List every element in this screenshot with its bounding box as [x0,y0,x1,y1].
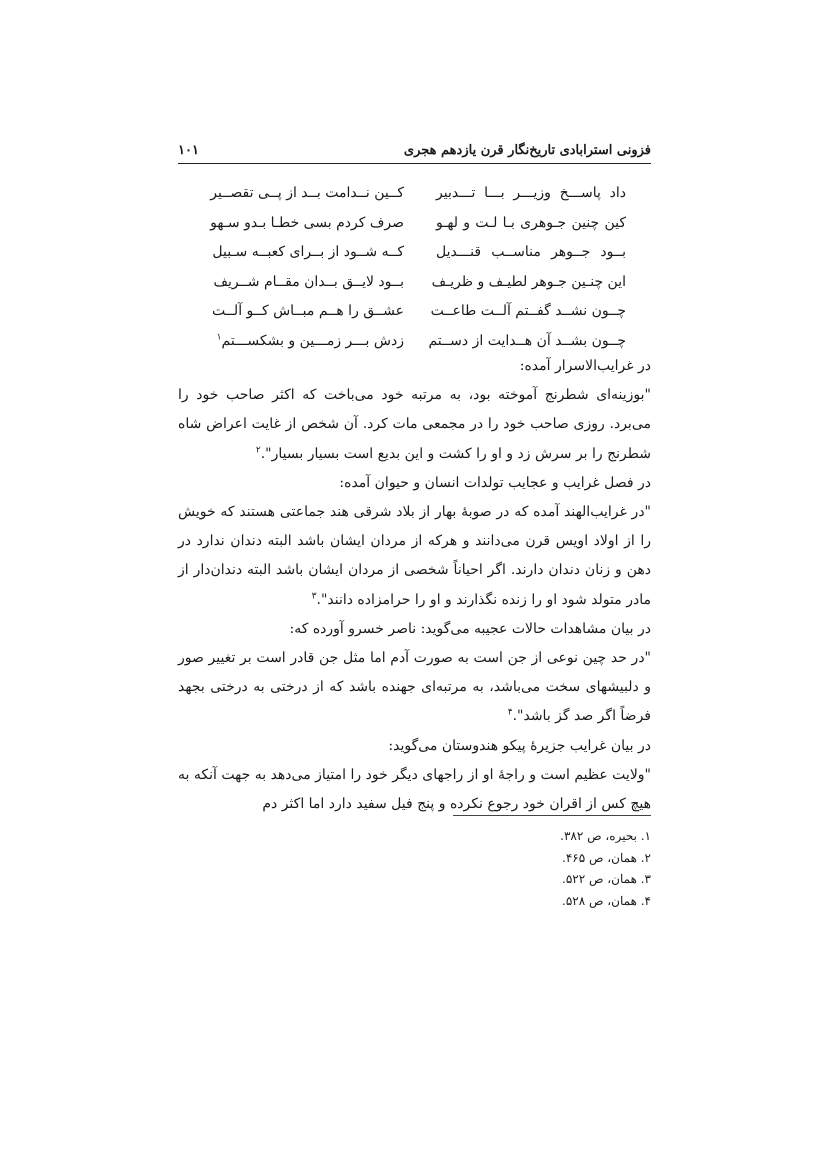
section-intro: در فصل غرایب و عجایب تولدات انسان و حیوان آمده: [339,474,651,491]
verse-text: زدش بـــر زمـــین و بشکســـتم [221,332,404,349]
footnote-divider [453,815,651,816]
verse-hemistich-left: کــه شــود از بــرای کعبــه سـبیل [212,244,404,260]
quoted-paragraph [178,644,651,732]
verse-row [210,185,626,215]
verse-hemistich-left [216,331,404,349]
quoted-paragraph [178,381,651,469]
footnote-item: ۴. همان، ص ۵۲۸. [562,893,651,908]
verse-hemistich-left: کــین نــدامت بــد از پــی تقصــیر [210,185,404,201]
verse-row [213,273,626,304]
verse-row [210,214,626,245]
verse-hemistich-left: بــود لایــق بــدان مقــام شــریف [213,273,404,290]
verse-hemistich-right: بــود جــوهر مناســب قنـــدیل [436,244,626,260]
quoted-paragraph [178,498,651,615]
verse-hemistich-left: صرف کردم بسی خطـا بـدو سـهو [210,214,404,231]
verse-hemistich-right: این چنـین جـوهر لطیـف و ظریـف [431,273,626,290]
footnotes [453,826,651,912]
verse-row [211,303,626,333]
running-header [178,141,651,164]
running-title: فزونی استرابادی تاریخ‌نگار قرن یازدهم هجری [403,143,651,158]
footnote-ref: ۴ [507,707,513,718]
footnote-item: ۳. همان، ص ۵۲۲. [562,872,651,886]
verse-hemistich-right: کین چنین جـوهری بـا لـت و لهـو [436,214,626,231]
section-intro: در بیان مشاهدات حالات عجیبه می‌گوید: ناصر خسرو آورده که: [289,620,651,637]
footnote-ref: ۳ [311,590,317,601]
paragraph-text: "در غرایب‌الهند آمده که در صوبهٔ بهار از بلاد شرقی هند جماعتی هستند که خویش را از اولاد اویس قرن می‌دانند و هرکه از مردان ایشان باشد البته دندان ندارد در دهن و زنان دندان دارند. اگر احیاناً شخصی از مردان ایشان باشد البته دندان‌دار از مادر متولد شود او را زنده نگذارند و او را حرامزاده دانند". [178,504,651,608]
footnote-ref: ۱ [216,331,222,342]
footnote-item: ۲. همان، ص ۴۶۵. [562,850,651,865]
footnote-item: ۱. بحیره، ص ۳۸۲. [560,829,651,843]
verse-hemistich-left: عشــق را هــم مبــاش کــو آلــت [211,303,404,319]
quoted-paragraph: "ولایت عظیم است و راجهٔ او از راجهای دیگر خود را امتیاز می‌دهد به جهت آنکه به هیچ کس از اقران خود رجوع نکرده و پنج فیل سفید دارد اما اکثر دم [178,766,651,813]
section-intro: در غرایب‌الاسرار آمده: [519,358,651,374]
footnote-ref: ۲ [255,444,261,455]
body-text [178,352,651,819]
verse-hemistich-right: داد پاســـخ وزیـــر بـــا تـــدبیر [436,185,626,201]
page-number: ۱۰۱ [178,143,199,158]
verse-hemistich-right: چــون بشــد آن هــدایت از دســتم [428,332,626,349]
poem-verses [210,185,626,362]
paragraph-text: "بوزینه‌ای شطرنج آموخته بود، به مرتبه خود می‌باخت که اکثر صاحب خود را می‌برد. روزی صاحب خود را در مجمعی مات کرد. آن شخص از غایت اعراض شاه شطرنج را بر سرش زد و او را کشت و این بدیع است بسیار بسیار". [178,387,651,462]
paragraph-text: "در حد چین نوعی از جن است به صورت آدم اما مثل جن قادر است بر تغییر صور و دلبیشهای سخت می‌باشد، به مرتبه‌ای جهنده باشد که از درختی به درختی بجهد فرضاً اگر صد گز باشد". [178,650,651,725]
verse-hemistich-right: چــون نشــد گفــتم آلــت طاعــت [430,303,626,319]
section-intro: در بیان غرایب جزیرهٔ پیکو هندوستان می‌گوید: [388,737,651,754]
verse-row [212,244,626,274]
